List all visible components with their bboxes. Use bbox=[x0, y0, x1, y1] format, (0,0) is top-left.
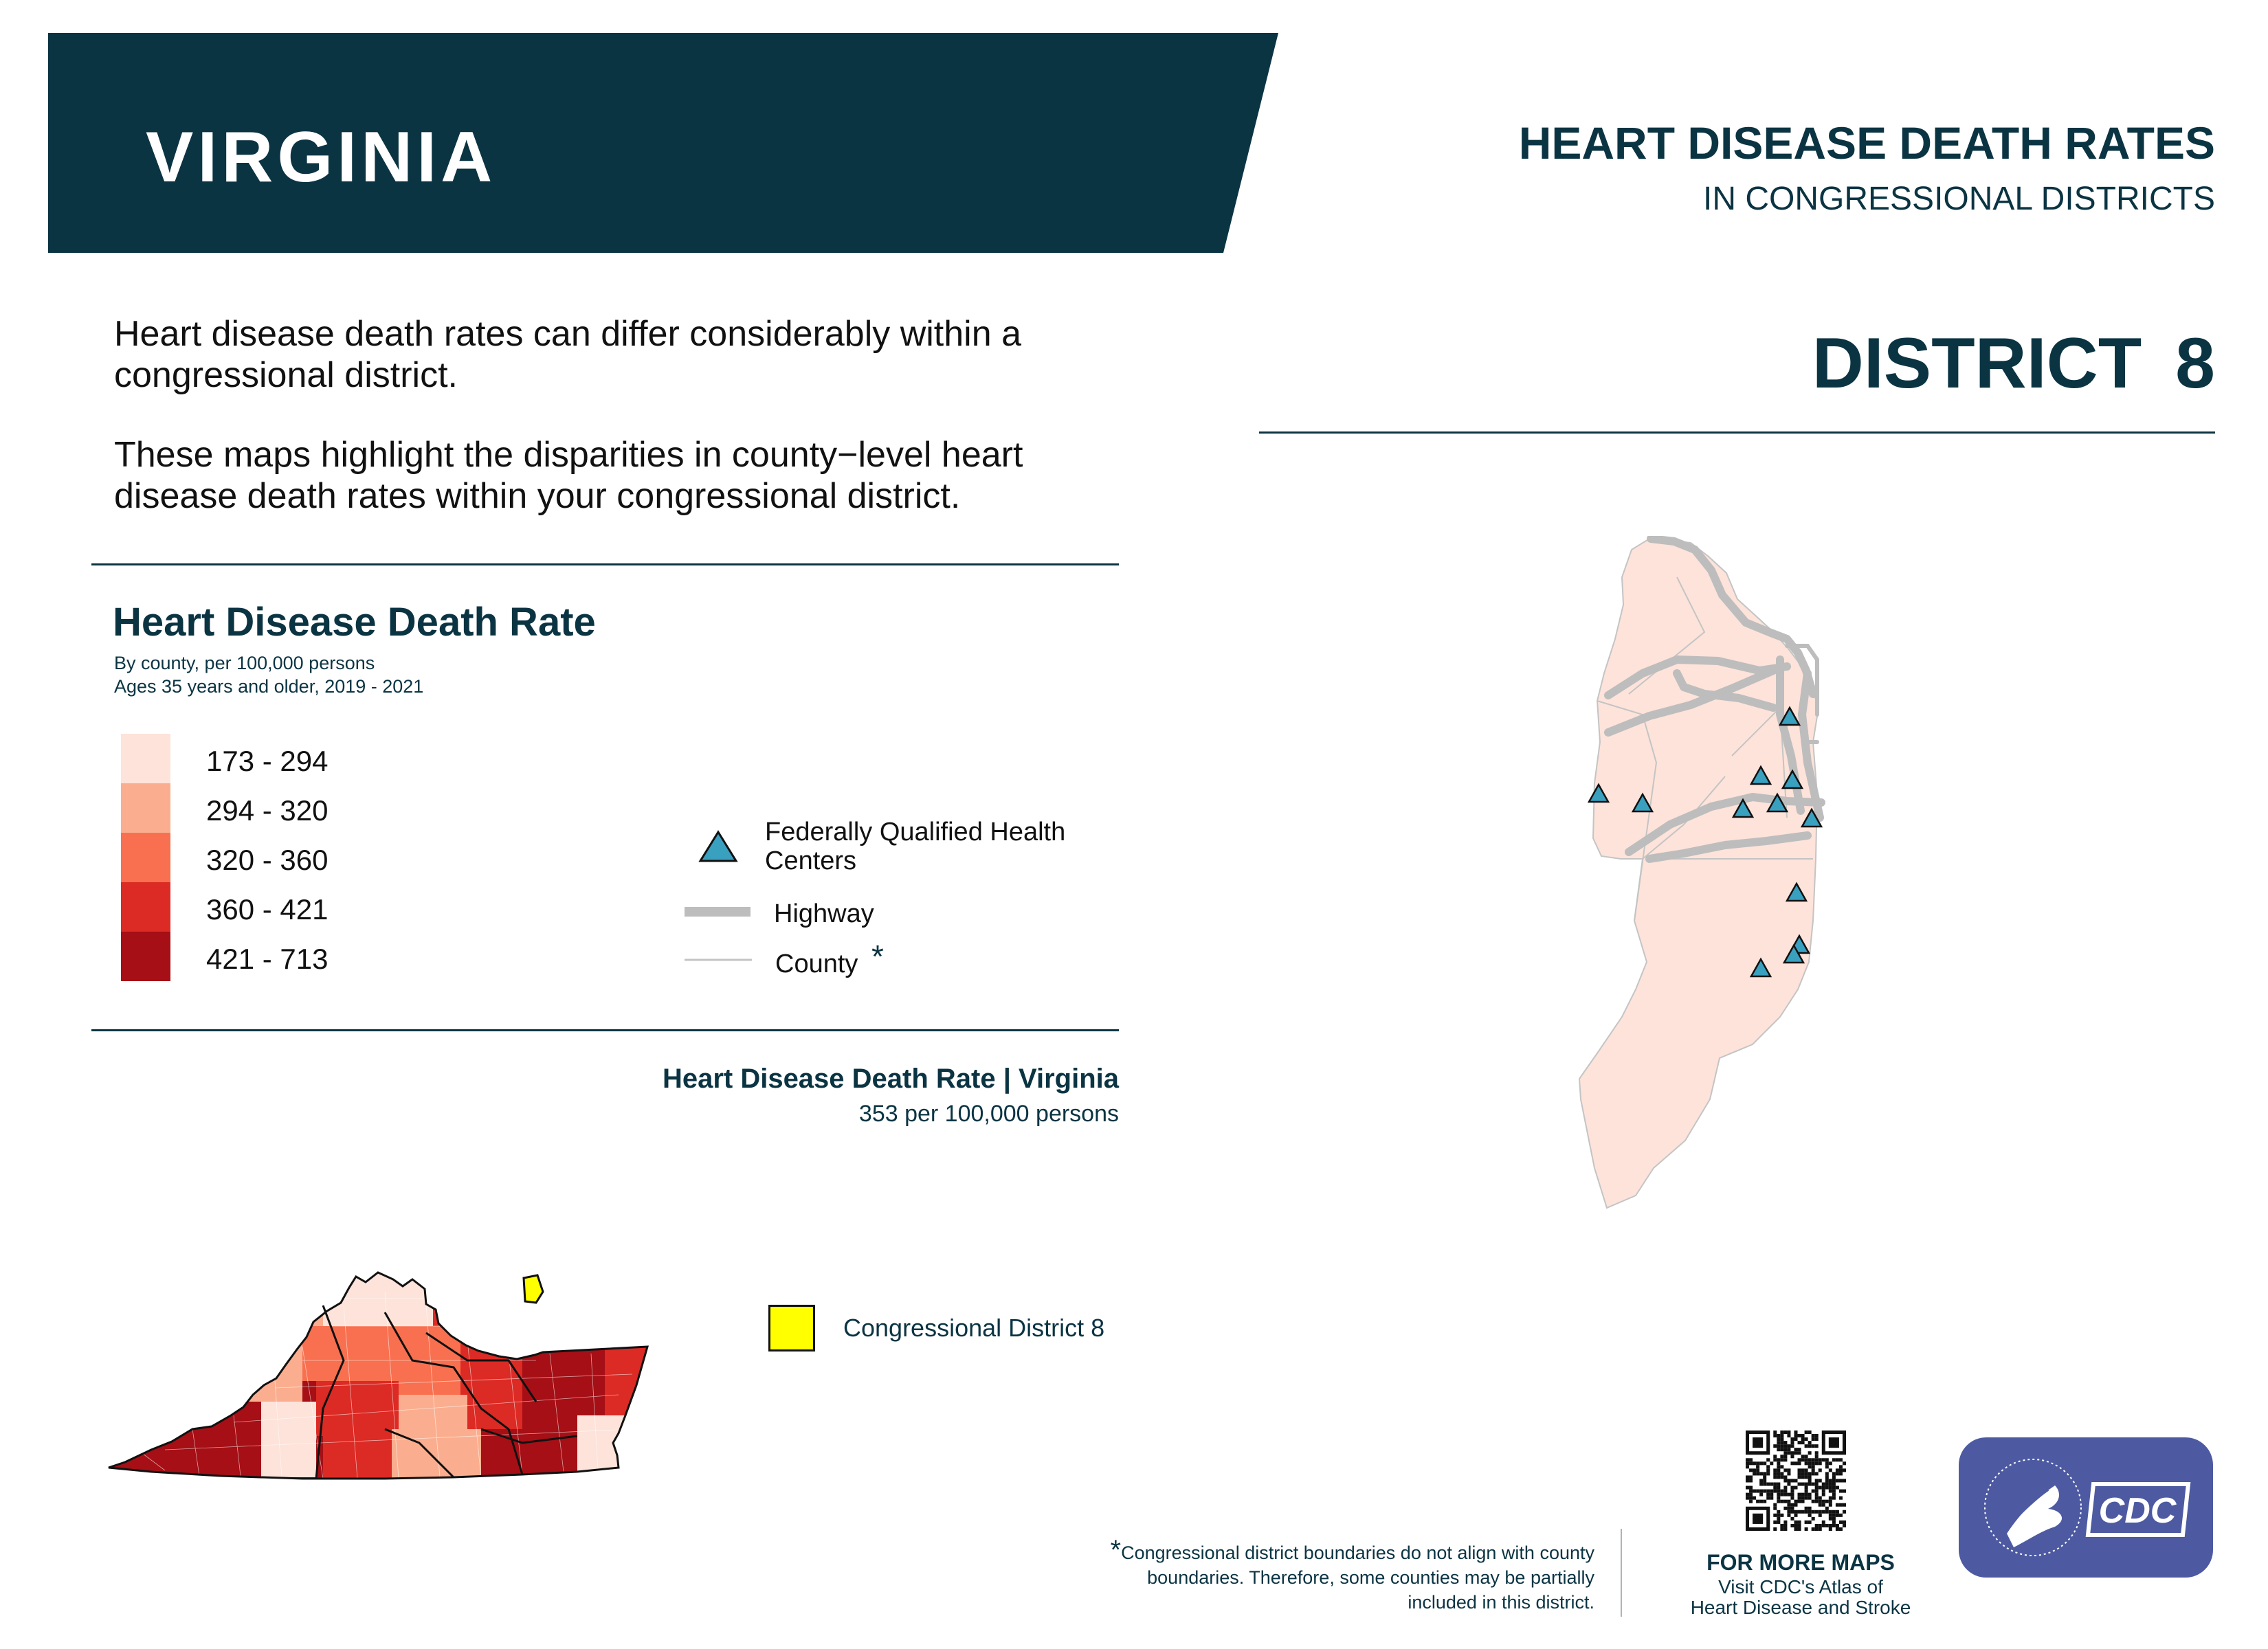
state-rate-value: 353 per 100,000 persons bbox=[858, 1101, 1119, 1127]
legend-class-label: 294 - 320 bbox=[206, 794, 329, 827]
more-maps-link[interactable]: Heart Disease and Stroke bbox=[1690, 1597, 1911, 1618]
legend-swatch bbox=[121, 833, 170, 882]
legend-swatch bbox=[121, 882, 170, 932]
district-8-map bbox=[1546, 536, 1876, 1209]
report-title: HEART DISEASE DEATH RATES bbox=[1518, 117, 2215, 168]
legend-subtitle: Ages 35 years and older, 2019 - 2021 bbox=[114, 676, 424, 697]
legend-swatch bbox=[121, 932, 170, 981]
intro-paragraph-2: These maps highlight the disparities in county−level heart disease death rates within your congressional district. bbox=[114, 435, 1023, 516]
triangle-icon bbox=[698, 830, 738, 863]
report-subtitle: IN CONGRESSIONAL DISTRICTS bbox=[1703, 181, 2215, 217]
footnote bbox=[1100, 1535, 1594, 1615]
footnote-marker: * bbox=[1110, 1535, 1122, 1565]
legend-title: Heart Disease Death Rate bbox=[113, 600, 596, 644]
divider bbox=[91, 563, 1119, 565]
more-maps-title: FOR MORE MAPS bbox=[1706, 1550, 1895, 1575]
more-maps-text: Visit CDC's Atlas of bbox=[1718, 1576, 1883, 1597]
divider bbox=[91, 1029, 1119, 1031]
highway-line-icon bbox=[685, 907, 751, 917]
footnote-text: Congressional district boundaries do not align with county boundaries. Therefore, some counties may be partially included in this district. bbox=[1121, 1543, 1594, 1613]
divider bbox=[1259, 431, 2215, 434]
county-line-icon bbox=[685, 957, 752, 963]
state-rate-title: Heart Disease Death Rate | Virginia bbox=[662, 1064, 1119, 1094]
intro-paragraph-1: Heart disease death rates can differ considerably within a congressional district. bbox=[114, 314, 1022, 395]
virginia-state-map bbox=[96, 1223, 674, 1491]
footer-divider bbox=[1621, 1529, 1622, 1617]
legend-class-label: 421 - 713 bbox=[206, 943, 329, 975]
legend-class-label: 173 - 294 bbox=[206, 745, 329, 777]
legend-swatch bbox=[121, 734, 170, 783]
legend-county-label: County bbox=[775, 950, 858, 978]
footnote-marker: * bbox=[871, 939, 884, 974]
qr-code-icon[interactable] bbox=[1746, 1431, 1846, 1531]
legend-highway-label: Highway bbox=[774, 899, 874, 928]
district-8-highlight bbox=[524, 1275, 543, 1303]
district-label: DISTRICT 8 bbox=[1812, 324, 2215, 403]
state-name: VIRGINIA bbox=[146, 117, 497, 197]
legend-class-label: 360 - 421 bbox=[206, 893, 329, 926]
hhs-cdc-logo bbox=[1959, 1437, 2213, 1578]
cdc-logo-text: CDC bbox=[2098, 1491, 2177, 1531]
legend-fqhc-label: Federally Qualified Health Centers bbox=[765, 818, 1066, 875]
district-highlight-swatch bbox=[768, 1305, 815, 1351]
legend-swatch bbox=[121, 783, 170, 833]
district-highlight-label: Congressional District 8 bbox=[843, 1314, 1105, 1342]
legend-subtitle: By county, per 100,000 persons bbox=[114, 653, 375, 673]
legend-class-label: 320 - 360 bbox=[206, 844, 329, 876]
